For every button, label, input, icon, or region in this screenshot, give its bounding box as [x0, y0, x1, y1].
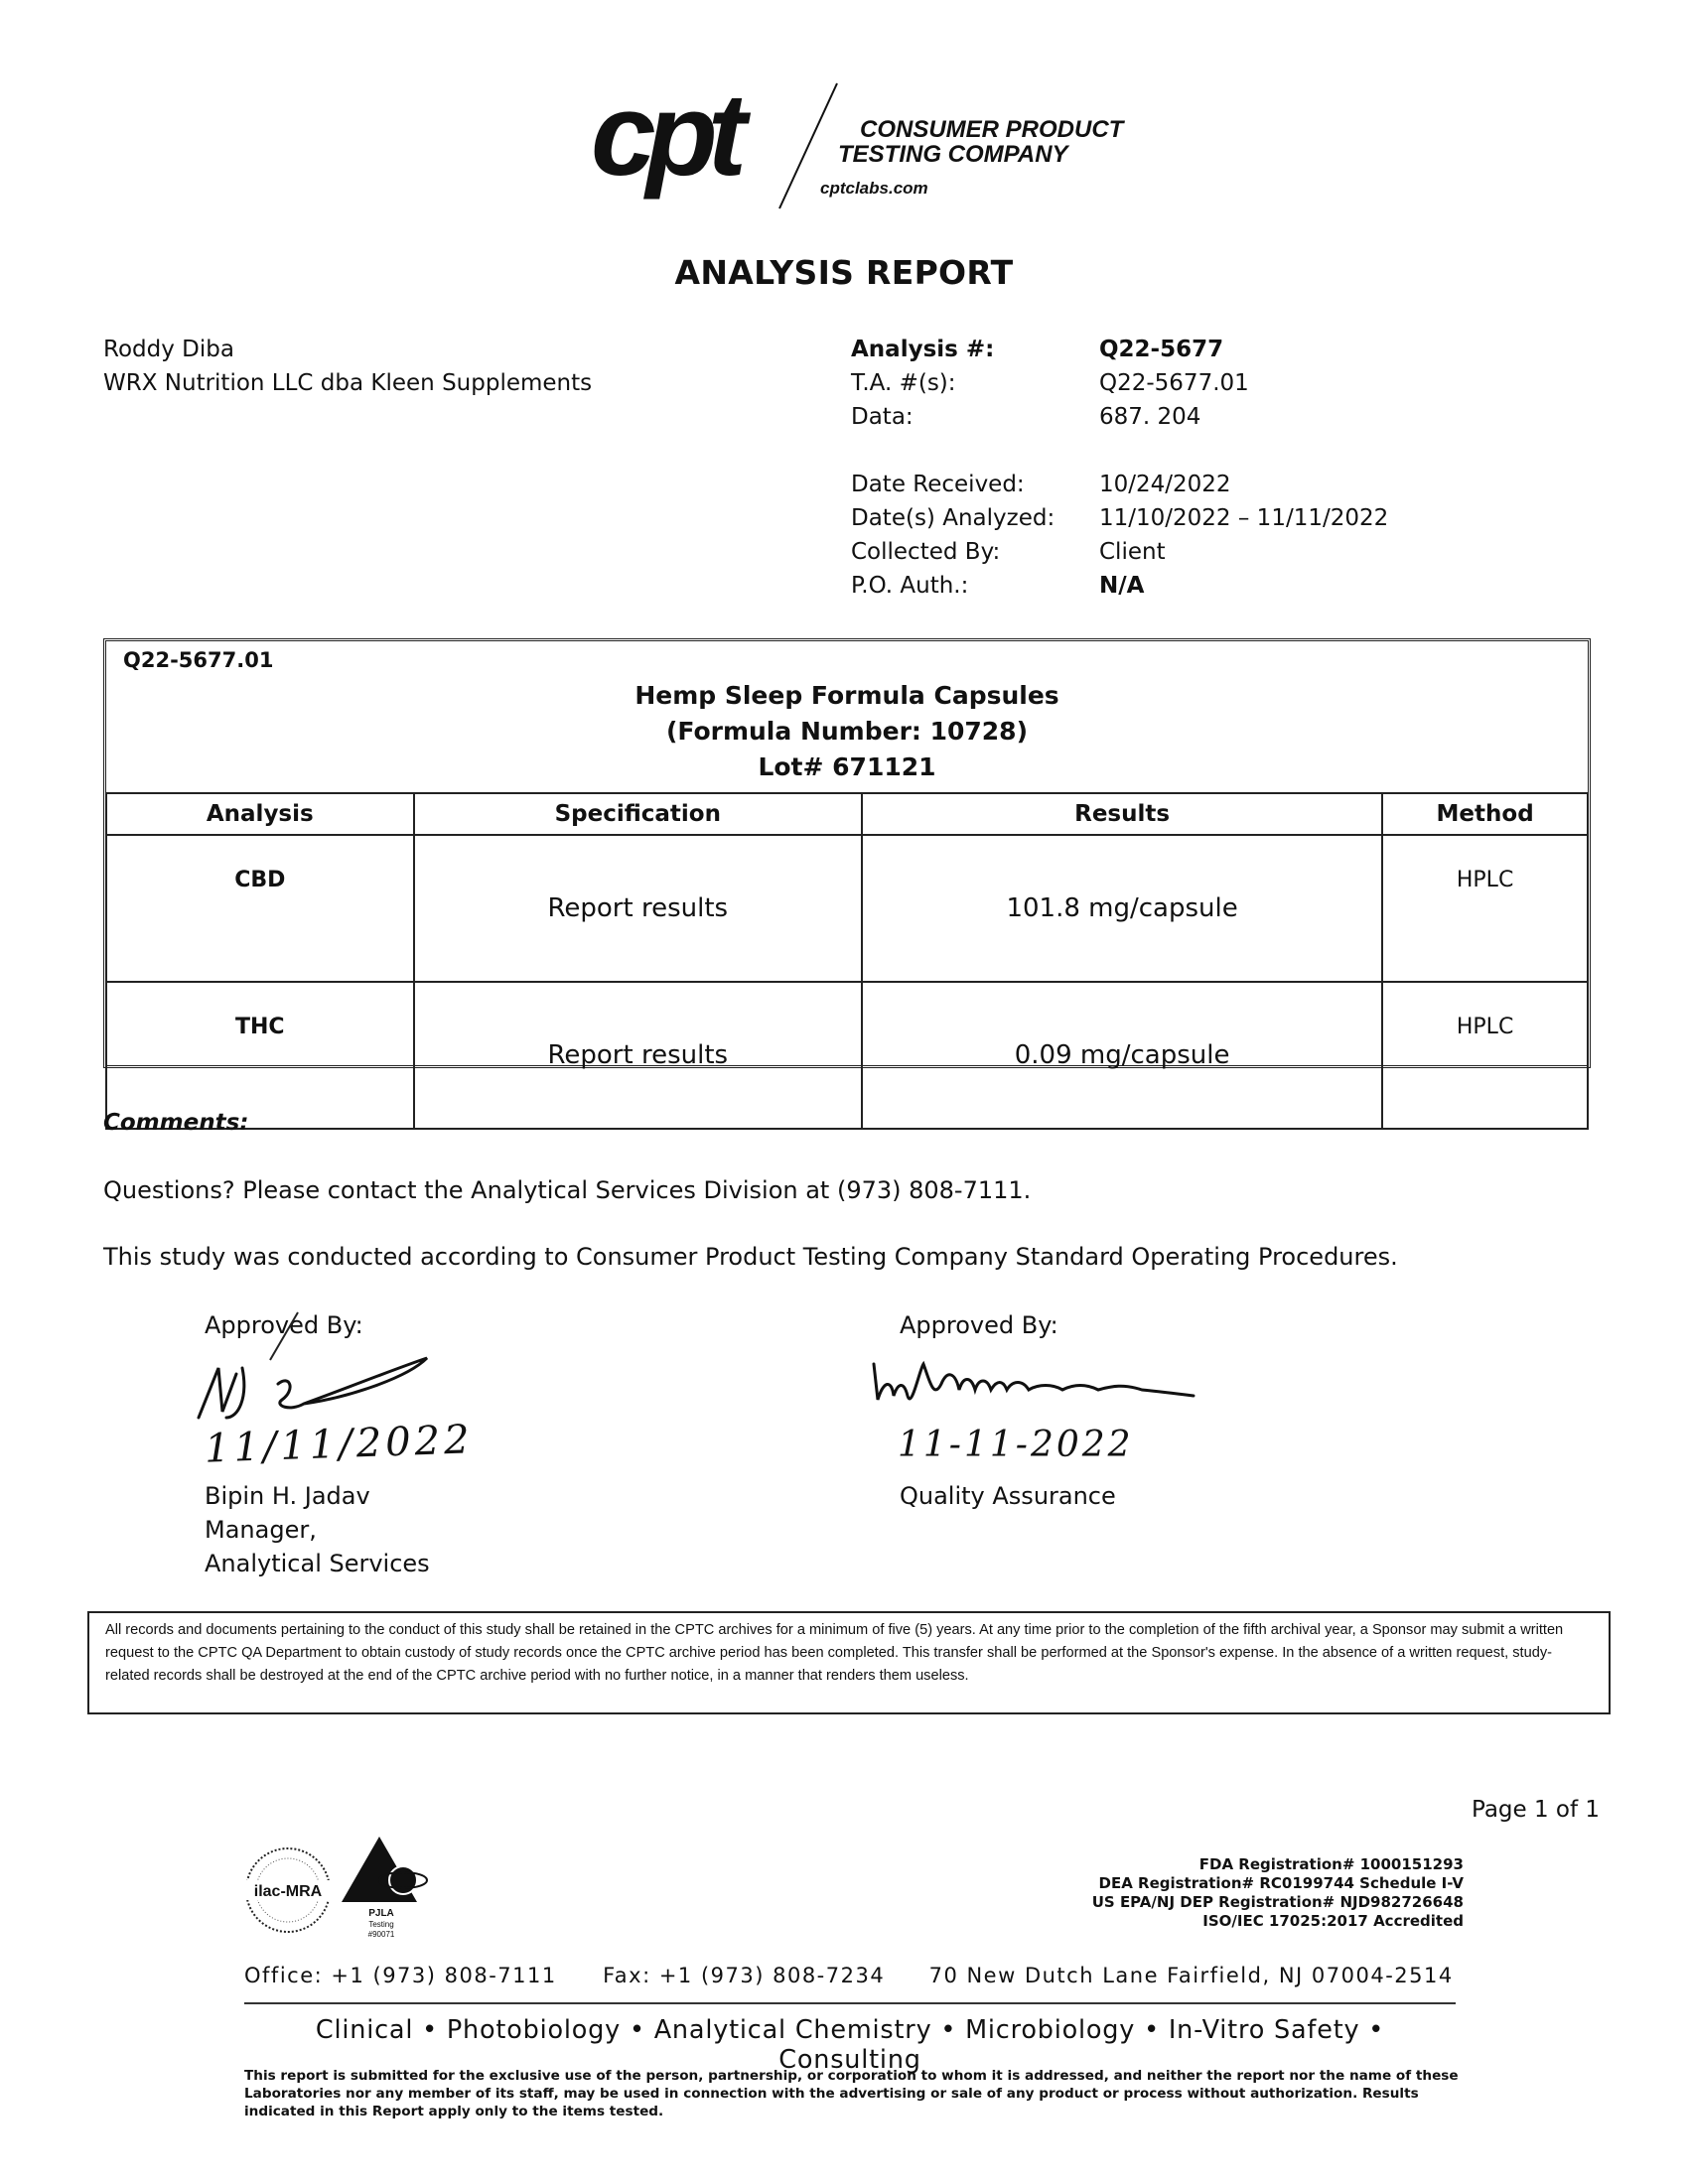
report-title: ANALYSIS REPORT [674, 253, 1014, 292]
iso-accreditation: ISO/IEC 17025:2017 Accredited [1202, 1912, 1464, 1930]
po-auth-label: P.O. Auth.: [851, 573, 969, 599]
table-row [106, 982, 1588, 1129]
header-method: Method [1382, 793, 1588, 835]
signature-date-1: 11/11/2022 [204, 1417, 475, 1472]
contact-line [244, 1964, 1456, 1987]
svg-text:ilac-MRA: ilac-MRA [253, 1883, 323, 1900]
approver-1-department: Analytical Services [205, 1550, 430, 1577]
collected-by-label: Collected By: [851, 539, 1001, 565]
records-disclaimer: All records and documents pertaining to the conduct of this study shall be retained in the CPTC archives for a minimum of five (5) years. At any time prior to the completion of the fifth archival year, a Sponsor may submit a written request to the CPTC QA Department to obtain custody of study records once the CPTC archive period has been completed. This transfer shall be performed at the Sponsor's expense. In the absence of a written request, study-related records shall be destroyed at the end of the CPTC archive period with no further notice, in a manner that renders them useless. [87, 1611, 1611, 1714]
fda-registration: FDA Registration# 1000151293 [1198, 1855, 1464, 1873]
formula-number: (Formula Number: 10728) [665, 717, 1029, 746]
dates-analyzed-label: Date(s) Analyzed: [851, 505, 1055, 531]
date-received-value: 10/24/2022 [1099, 472, 1231, 497]
po-auth-value: N/A [1099, 573, 1145, 599]
method-cell: HPLC [1382, 835, 1588, 982]
result-cell: 101.8 mg/capsule [862, 835, 1382, 982]
report-info-labels [851, 333, 1055, 603]
company-name-line1: CONSUMER PRODUCT [860, 116, 1124, 143]
method-cell: HPLC [1382, 982, 1588, 1129]
sample-id: Q22-5677.01 [123, 648, 274, 672]
data-label: Data: [851, 404, 914, 430]
header-analysis: Analysis [106, 793, 414, 835]
client-block [103, 333, 592, 400]
ta-number-label: T.A. #(s): [851, 370, 956, 396]
page-number: Page 1 of 1 [1472, 1797, 1601, 1823]
approved-by-label-1: Approved By: [205, 1311, 363, 1339]
data-value: 687. 204 [1099, 404, 1201, 430]
results-header-row [106, 793, 1588, 835]
company-website[interactable]: cptclabs.com [820, 179, 928, 198]
ta-number-value: Q22-5677.01 [1099, 370, 1249, 396]
company-name-line2: TESTING COMPANY [838, 141, 1068, 168]
signature-date-2: 11-11-2022 [898, 1425, 1134, 1465]
analysis-number-label: Analysis #: [851, 337, 995, 362]
pjla-logo [342, 1833, 441, 1944]
header-results: Results [862, 793, 1382, 835]
product-name: Hemp Sleep Formula Capsules [634, 681, 1059, 710]
approver-2-name: Quality Assurance [900, 1482, 1116, 1510]
client-company: WRX Nutrition LLC dba Kleen Supplements [103, 370, 593, 396]
svg-text:Testing: Testing [368, 1920, 394, 1929]
registrations [1092, 1855, 1464, 1931]
specification-cell: Report results [414, 982, 862, 1129]
approver-1-title: Manager, [205, 1516, 317, 1544]
report-info-values [1099, 333, 1388, 603]
approver-1-name: Bipin H. Jadav [205, 1482, 370, 1510]
approved-by-label-2: Approved By: [900, 1311, 1058, 1339]
comments-label: Comments: [103, 1110, 249, 1136]
result-cell: 0.09 mg/capsule [862, 982, 1382, 1129]
approver-1-details [205, 1479, 430, 1580]
sop-text: This study was conducted according to Consumer Product Testing Company Standard Operating Procedures. [103, 1243, 1398, 1271]
report-usage-notice: This report is submitted for the exclusive use of the person, partnership, or corporation to whom it is addressed, and neither the report nor the name of these Laboratories nor any member of its staff, may be used in connection with the advertising or sale of any product or process without authorization. Results indicated in this Report apply only to the items tested. [244, 2068, 1459, 2119]
results-table [105, 792, 1589, 1130]
analysis-number-value: Q22-5677 [1099, 337, 1224, 362]
address: 70 New Dutch Lane Fairfield, NJ 07004-2514 [928, 1964, 1454, 1987]
specification-cell: Report results [414, 835, 862, 982]
client-name: Roddy Diba [103, 337, 234, 362]
date-received-label: Date Received: [851, 472, 1025, 497]
signature-2 [864, 1350, 1201, 1420]
svg-text:cpt: cpt [591, 77, 737, 201]
office-phone[interactable]: Office: +1 (973) 808-7111 [244, 1964, 557, 1987]
ilac-mra-logo [242, 1844, 334, 1936]
analysis-cell: CBD [106, 835, 414, 982]
dates-analyzed-value: 11/10/2022 – 11/11/2022 [1099, 505, 1389, 531]
svg-text:#90071: #90071 [367, 1930, 395, 1939]
dea-registration: DEA Registration# RC0199744 Schedule I-V [1098, 1874, 1464, 1892]
table-row [106, 835, 1588, 982]
footer-divider [244, 2002, 1456, 2004]
collected-by-value: Client [1099, 539, 1166, 565]
lot-number: Lot# 671121 [758, 752, 936, 781]
analysis-cell: THC [106, 982, 414, 1129]
services-list: Clinical • Photobiology • Analytical Chemistry • Microbiology • In-Vitro Safety • Consulting [315, 2015, 1385, 2075]
questions-text: Questions? Please contact the Analytical Services Division at (973) 808-7111. [103, 1176, 1032, 1204]
header-specification: Specification [414, 793, 862, 835]
fax-number: Fax: +1 (973) 808-7234 [603, 1964, 886, 1987]
svg-text:PJLA: PJLA [368, 1908, 394, 1919]
epa-registration: US EPA/NJ DEP Registration# NJD982726648 [1091, 1893, 1464, 1911]
